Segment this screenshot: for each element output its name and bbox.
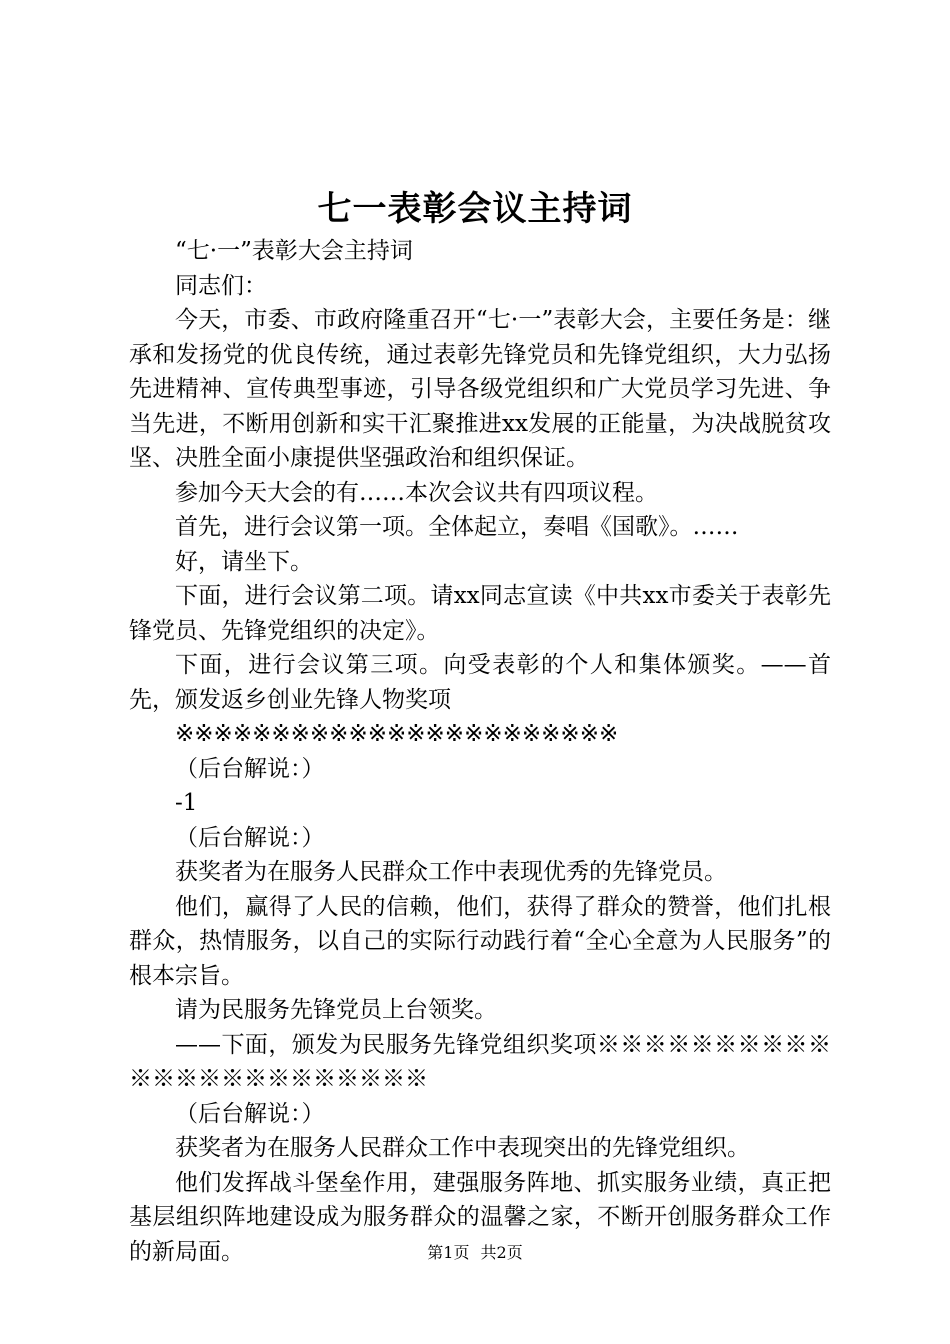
paragraph: （后台解说：） (175, 1100, 325, 1127)
paragraph: 他们发挥战斗堡垒作用，建强服务阵地、抓实服务业绩，真正把基层组织阵地建设成为服务群众的温馨之家，不断开创服务群众工作的新局面。 (129, 1169, 831, 1265)
page-footer (0, 1242, 950, 1264)
paragraph: 下面，进行会议第二项。请xx同志宣读《中共xx市委关于表彰先锋党员、先锋党组织的决定》。 (129, 583, 831, 644)
paragraph: 同志们： (175, 272, 267, 299)
paragraph: 好，请坐下。 (175, 548, 313, 575)
paragraph: 今天，市委、市政府隆重召开“七·一”表彰大会，主要任务是：继承和发扬党的优良传统，通过表彰先锋党员和先锋党组织，大力弘扬先进精神、宣传典型事迹，引导各级党组织和广大党员学习先进、争当先进，不断用创新和实干汇聚推进xx发展的正能量，为决战脱贫攻坚、决胜全面小康提供坚强政治和组织保证。 (129, 307, 831, 471)
document-body (129, 234, 831, 1269)
paragraph: （后台解说：） (175, 824, 325, 851)
paragraph: 获奖者为在服务人民群众工作中表现优秀的先锋党员。 (175, 859, 727, 885)
paragraph: 下面，进行会议第三项。向受表彰的个人和集体颁奖。——首先，颁发返乡创业先锋人物奖项 (129, 652, 831, 713)
page-number: 第1页 (427, 1243, 470, 1262)
paragraph: 请为民服务先锋党员上台领奖。 (175, 997, 497, 1023)
paragraph: ※※※※※※※※※※※※※※※※※※※※※※※ (175, 721, 619, 747)
paragraph: 参加今天大会的有……本次会议共有四项议程。 (175, 479, 658, 506)
paragraph: 获奖者为在服务人民群众工作中表现突出的先锋党组织。 (175, 1135, 750, 1161)
paragraph: 他们，赢得了人民的信赖，他们，获得了群众的赞誉，他们扎根群众，热情服务，以自己的实际行动践行着“全心全意为人民服务”的根本宗旨。 (129, 893, 831, 989)
paragraph: “七·一”表彰大会主持词 (175, 238, 413, 264)
paragraph: -1 (175, 790, 198, 816)
paragraph: ——下面，颁发为民服务先锋党组织奖项※※※※※※※※※※※※※※※※※※※※※※※ (129, 1031, 831, 1092)
document-title: 七一表彰会议主持词 (317, 189, 633, 229)
paragraph: （后台解说：） (175, 755, 325, 782)
paragraph: 首先，进行会议第一项。全体起立，奏唱《国歌》。…… (175, 514, 739, 540)
page-total: 共2页 (480, 1243, 523, 1262)
